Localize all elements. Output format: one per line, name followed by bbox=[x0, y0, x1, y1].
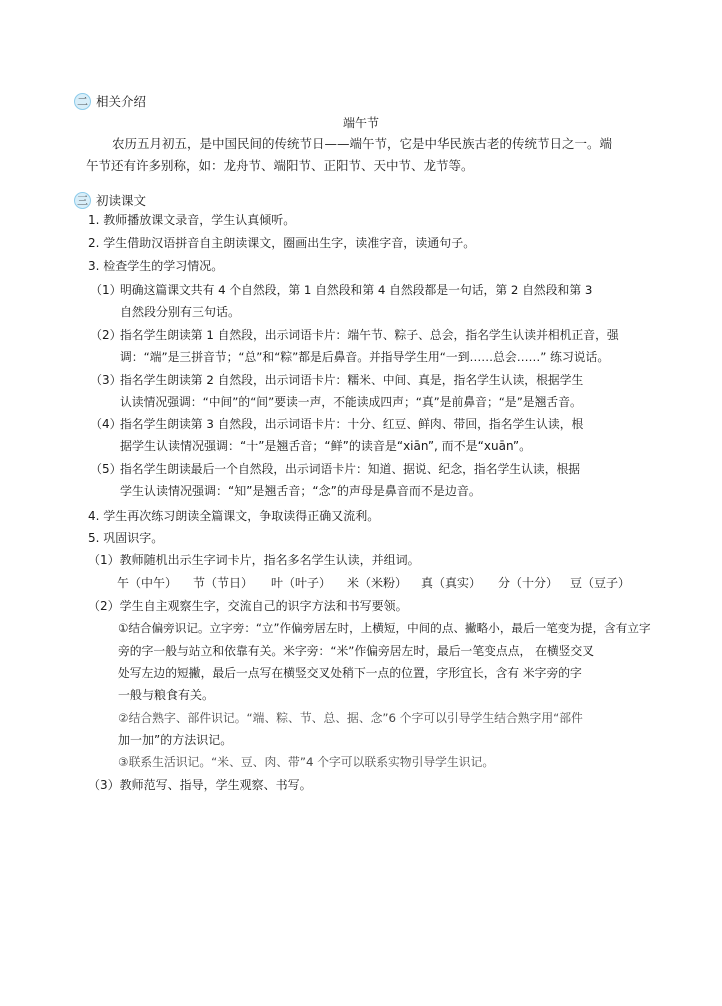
sub-item-line: 指名学生朗读第 3 自然段，出示词语卡片：十分、红豆、鲜肉、带回，指名学生认读，根 bbox=[120, 417, 584, 431]
section-title: 初读课文 bbox=[96, 193, 147, 208]
method-line: 处写左边的短撇，最后一点写在横竖交叉处稍下一点的位置，字形宜长，含有 米字旁的字 bbox=[118, 666, 582, 680]
sub-item-line: 认读情况强调：“中间”的“间”要读一声，不能读成四声；“真”是前鼻音；“是”是翘舌音。 bbox=[120, 395, 582, 409]
sub-item-number: （3） bbox=[90, 373, 122, 387]
sub-list-item: （1）教师随机出示生字词卡片，指名多名学生认读，并组词。 bbox=[88, 553, 420, 567]
section-number: 三 bbox=[77, 194, 88, 207]
list-item: 2. 学生借助汉语拼音自主朗读课文，圈画出生字，读准字音，读通句子。 bbox=[88, 236, 476, 250]
sub-item-line: 调：“端”是三拼音节；“总”和“粽”都是后鼻音。并指导学生用“一到……总会……” 练习说话。 bbox=[120, 350, 610, 364]
character-word-list bbox=[0, 575, 722, 591]
sub-item-line: 明确这篇课文共有 4 个自然段，第 1 自然段和第 4 自然段都是一句话，第 2 自然段和第 3 bbox=[120, 283, 593, 297]
sub-item-number: （1） bbox=[90, 283, 122, 297]
sub-item-number: （2） bbox=[90, 328, 122, 342]
section-title: 相关介绍 bbox=[96, 94, 147, 109]
sub-item-line: 指名学生朗读第 1 自然段，出示词语卡片：端午节、粽子、总会，指名学生认读并相机正音，强 bbox=[120, 328, 619, 342]
method-line: 一般与粮食有关。 bbox=[118, 688, 215, 702]
sub-item-line: 指名学生朗读第 2 自然段，出示词语卡片：糯米、中间、真是，指名学生认读，根据学生 bbox=[120, 373, 584, 387]
sub-item-number: （4） bbox=[90, 417, 122, 431]
method-line: ②结合熟字、部件识记。“端、粽、节、总、据、念”6 个字可以引导学生结合熟字用“部件 bbox=[118, 711, 583, 725]
intro-paragraph-line: 农历五月初五，是中国民间的传统节日——端午节，它是中华民族古老的传统节日之一。端 bbox=[112, 136, 613, 151]
character-word: 米（米粉） bbox=[347, 576, 408, 590]
list-item: 1. 教师播放课文录音，学生认真倾听。 bbox=[88, 213, 296, 227]
method-line: 旁的字一般与站立和依靠有关。米字旁：“米”作偏旁居左时，最后一笔变点点， 在横竖交叉 bbox=[118, 644, 595, 658]
list-item: 4. 学生再次练习朗读全篇课文，争取读得正确又流利。 bbox=[88, 509, 380, 523]
section-number: 二 bbox=[77, 95, 88, 108]
sub-item-line: 据学生认读情况强调：“十”是翘舌音；“鲜”的读音是“xiān”, 而不是“xuān”。 bbox=[120, 439, 532, 453]
article-title: 端午节 bbox=[342, 116, 379, 130]
sub-item-line: 自然段分别有三句话。 bbox=[120, 305, 241, 319]
character-word: 节（节日） bbox=[193, 576, 254, 590]
sub-list-item: （3）教师范写、指导，学生观察、书写。 bbox=[88, 778, 312, 792]
sub-item-line: 指名学生朗读最后一个自然段，出示词语卡片：知道、据说、纪念，指名学生认读，根据 bbox=[120, 462, 581, 476]
list-item: 5. 巩固识字。 bbox=[88, 531, 164, 545]
list-item: 3. 检查学生的学习情况。 bbox=[88, 259, 224, 273]
character-word: 分（十分） bbox=[498, 576, 559, 590]
method-line: ③联系生活识记。“米、豆、肉、带”4 个字可以联系实物引导学生识记。 bbox=[118, 755, 495, 769]
sub-item-line: 学生认读情况强调：“知”是翘舌音；“念”的声母是鼻音而不是边音。 bbox=[120, 484, 481, 498]
method-line: ①结合偏旁识记。立字旁：“立”作偏旁居左时，上横短，中间的点、撇略小，最后一笔变为提，含有立字 bbox=[118, 621, 651, 635]
character-word: 午（中午） bbox=[117, 576, 178, 590]
character-word: 豆（豆子） bbox=[570, 576, 631, 590]
sub-list-item: （2）学生自主观察生字，交流自己的识字方法和书写要领。 bbox=[88, 599, 408, 613]
character-word: 叶（叶子） bbox=[271, 576, 332, 590]
method-line: 加一加”的方法识记。 bbox=[118, 733, 233, 747]
intro-paragraph-line: 午节还有许多别称，如：龙舟节、端阳节、正阳节、天中节、龙节等。 bbox=[86, 158, 474, 173]
sub-item-number: （5） bbox=[90, 462, 122, 476]
character-word: 真（真实） bbox=[421, 576, 482, 590]
